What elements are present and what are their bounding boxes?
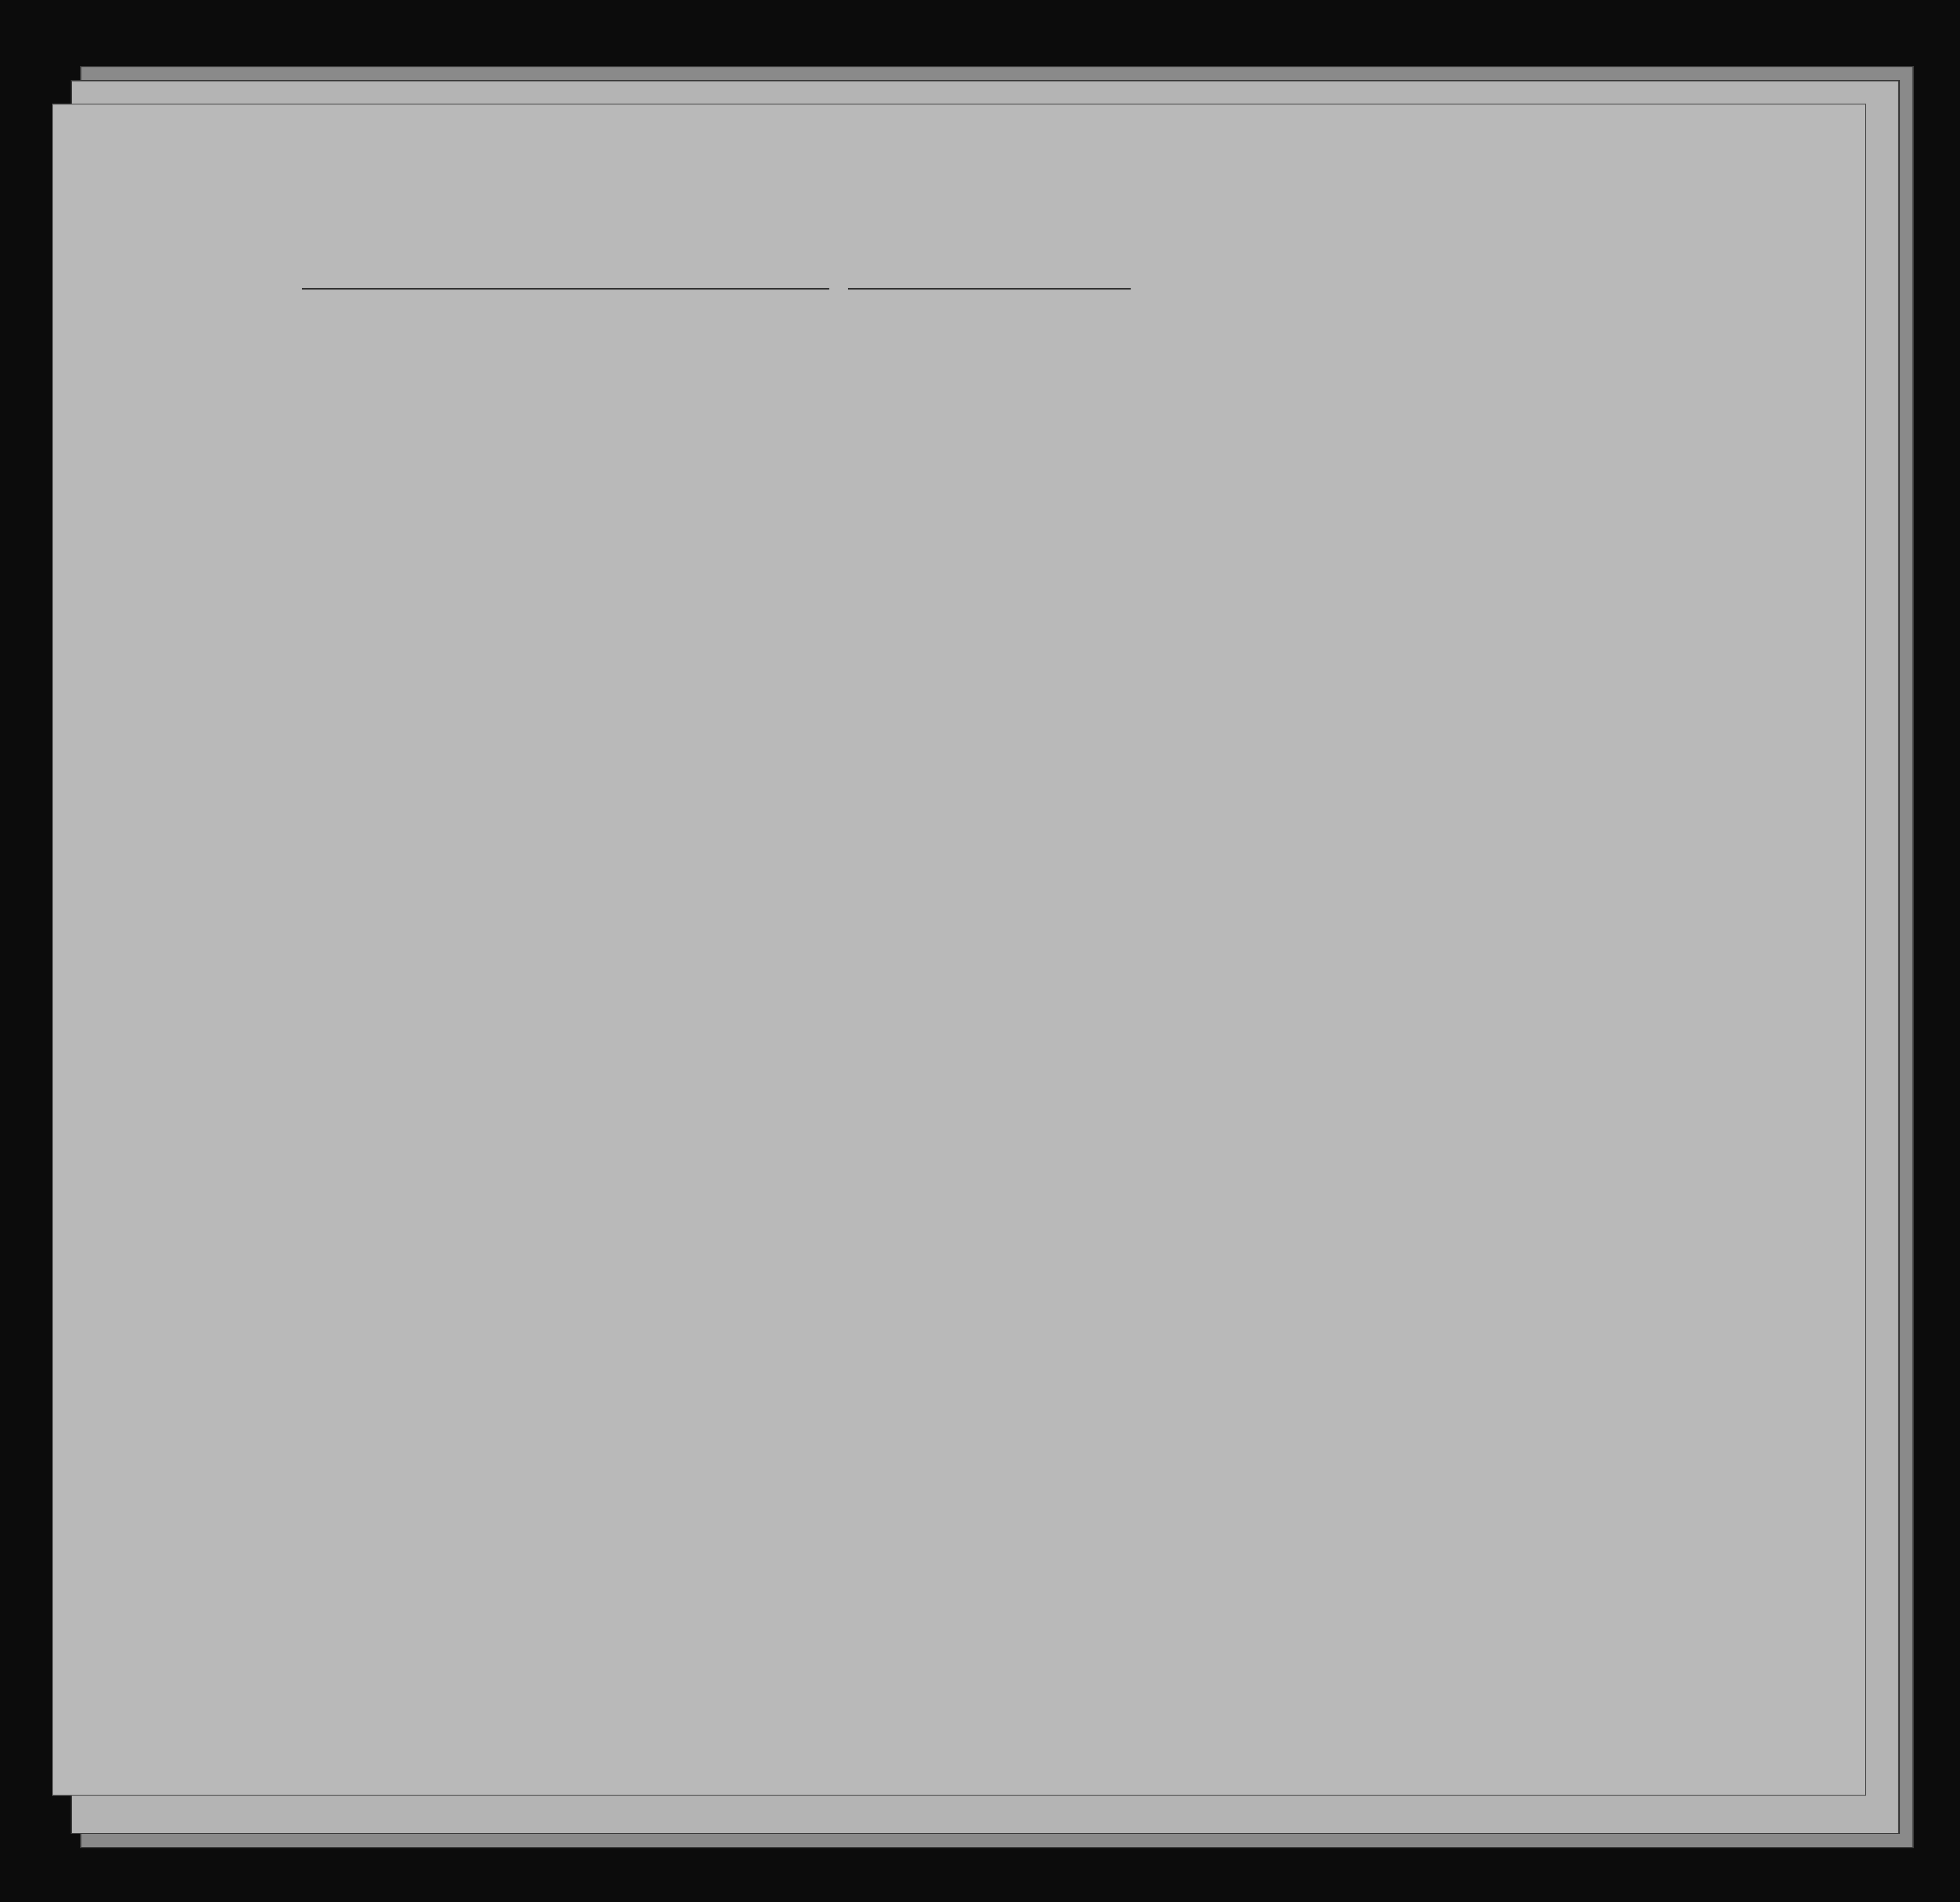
date-underline (848, 288, 1131, 290)
port-underline (302, 288, 829, 290)
manifest-page (52, 104, 1866, 1796)
